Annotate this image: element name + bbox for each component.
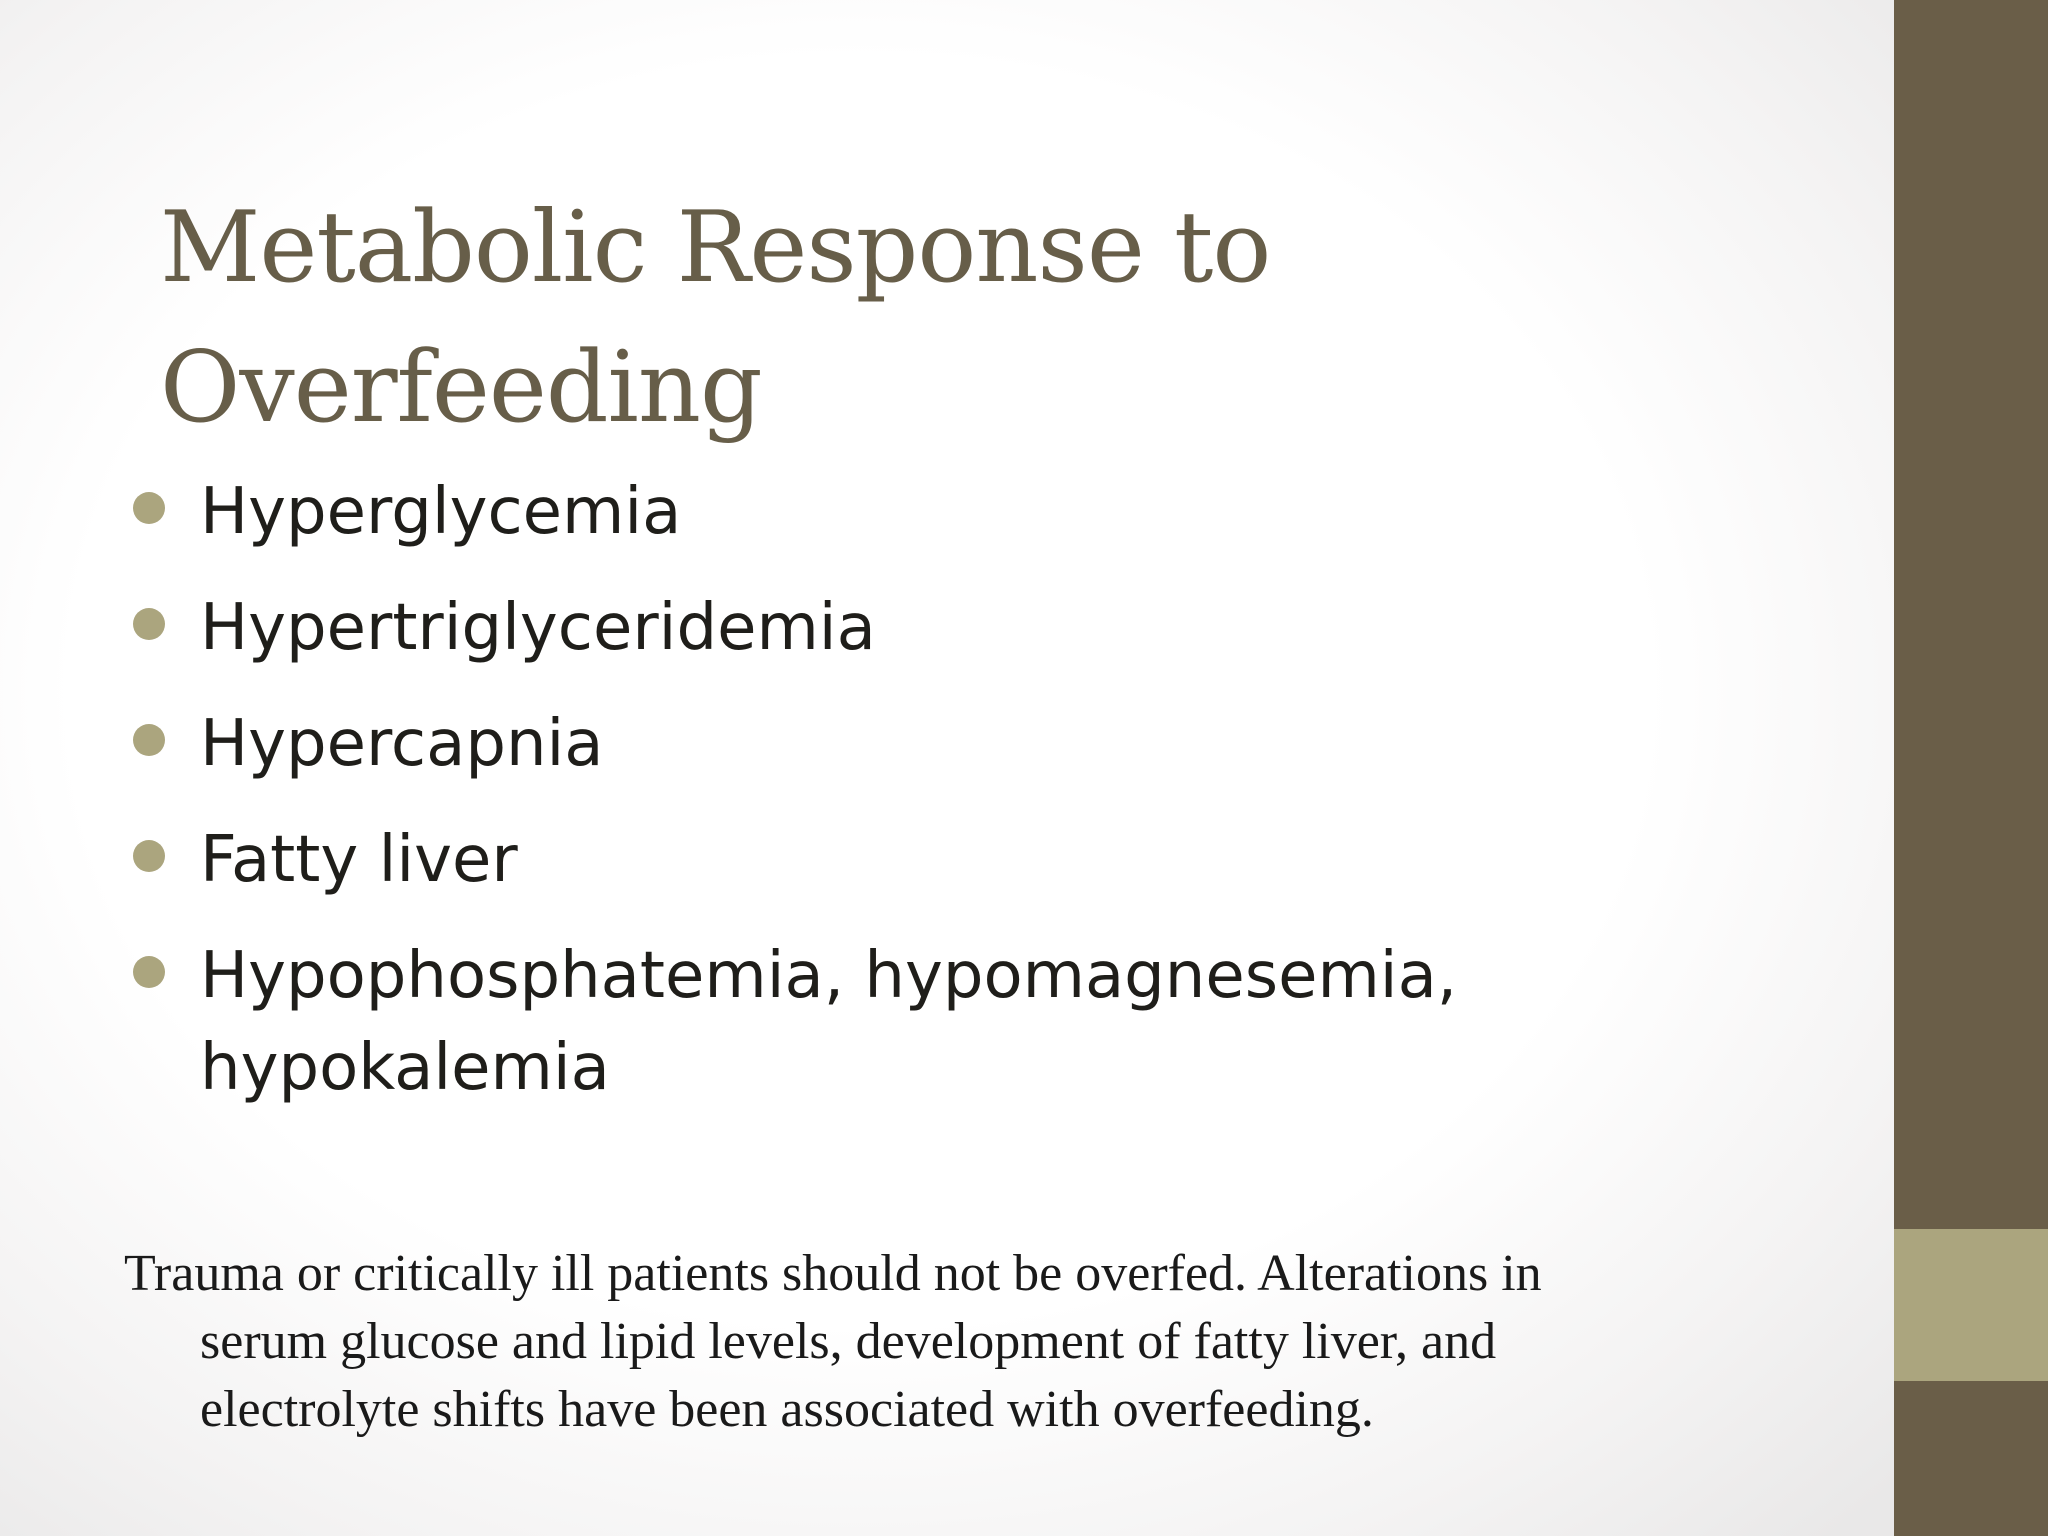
title-line: Overfeeding xyxy=(160,331,762,445)
bullet-dot-icon xyxy=(133,492,165,524)
footnote xyxy=(124,1240,1764,1444)
bullet-text xyxy=(200,698,1730,790)
bullet-line: Fatty liver xyxy=(200,823,518,897)
bullet-item xyxy=(130,466,1730,558)
bullet-text xyxy=(200,466,1730,558)
bullet-dot-icon xyxy=(133,724,165,756)
title-line: Metabolic Response to xyxy=(160,191,1271,305)
bullet-text xyxy=(200,930,1730,1114)
bullet-line: Hypophosphatemia, hypomagnesemia, xyxy=(200,939,1458,1013)
bullet-list xyxy=(130,466,1730,1138)
bullet-line: Hyperglycemia xyxy=(200,475,682,549)
bullet-item xyxy=(130,930,1730,1114)
slide-title xyxy=(160,178,1660,458)
side-bar-accent xyxy=(1894,1229,2048,1381)
bullet-text xyxy=(200,582,1730,674)
bullet-line: Hypertriglyceridemia xyxy=(200,591,876,665)
bullet-dot-icon xyxy=(133,956,165,988)
footnote-line: Trauma or critically ill patients should not be overfed. Alterations in xyxy=(124,1245,1542,1302)
bullet-line: hypokalemia xyxy=(200,1031,610,1105)
footnote-line: serum glucose and lipid levels, development of fatty liver, and xyxy=(200,1313,1497,1370)
bullet-item xyxy=(130,698,1730,790)
bullet-line: Hypercapnia xyxy=(200,707,604,781)
bullet-dot-icon xyxy=(133,840,165,872)
bullet-item xyxy=(130,814,1730,906)
bullet-text xyxy=(200,814,1730,906)
bullet-dot-icon xyxy=(133,608,165,640)
footnote-line: electrolyte shifts have been associated with overfeeding. xyxy=(200,1381,1374,1438)
bullet-item xyxy=(130,582,1730,674)
